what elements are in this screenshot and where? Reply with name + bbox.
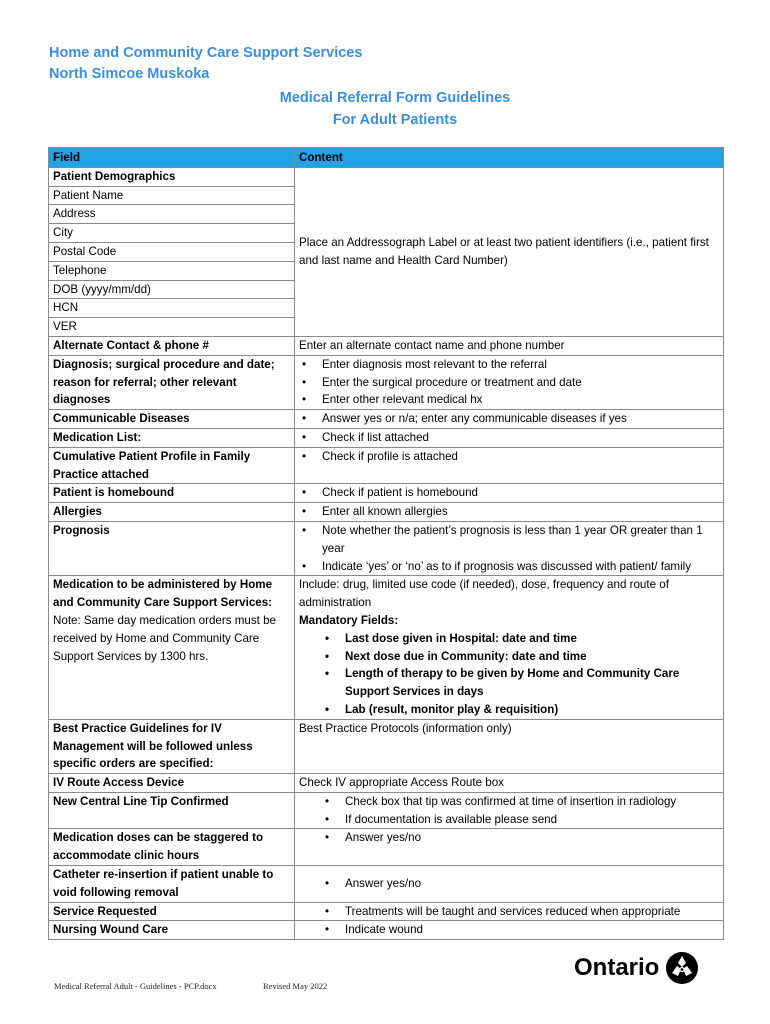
content-wound-care	[295, 921, 724, 940]
content-service-requested	[295, 902, 724, 921]
footer-revised: Revised May 2022	[263, 981, 328, 991]
content-diagnosis	[295, 355, 724, 409]
header-field: Field	[49, 148, 295, 168]
table-row	[49, 447, 724, 484]
list-item: • Check box that tip was confirmed at time of insertion in radiology	[299, 793, 719, 811]
field-communicable: Communicable Diseases	[49, 410, 295, 429]
ontario-logo	[574, 951, 699, 985]
org-line-2: North Simcoe Muskoka	[49, 66, 210, 82]
title-line-1: Medical Referral Form Guidelines	[279, 90, 511, 106]
list-item: • Check if patient is homebound	[299, 484, 719, 502]
field-diagnosis: Diagnosis; surgical procedure and date; reason for referral; other relevant diagnoses	[49, 355, 295, 409]
content-catheter	[295, 866, 724, 903]
list-item: • Answer yes/no	[299, 829, 719, 847]
field-demographics: Patient Demographics	[49, 167, 295, 186]
table-row	[49, 428, 724, 447]
field-hcn: HCN	[49, 299, 295, 318]
list-item: • Indicate ‘yes’ or ‘no’ as to if prognosis was discussed with patient/ family	[299, 558, 719, 576]
content-cumulative-profile	[295, 447, 724, 484]
mandatory-fields-label: Mandatory Fields:	[299, 613, 399, 627]
list-item: • Answer yes/no	[299, 875, 719, 893]
table-row	[49, 792, 724, 829]
field-medication-list: Medication List:	[49, 428, 295, 447]
document-title	[0, 87, 770, 131]
medication-admin-label: Medication to be administered by Home and Community Care Support Services:	[53, 578, 273, 610]
field-postal-code: Postal Code	[49, 242, 295, 261]
table-row	[49, 484, 724, 503]
table-row	[49, 921, 724, 940]
content-homebound	[295, 484, 724, 503]
field-cumulative-profile: Cumulative Patient Profile in Family Practice attached	[49, 447, 295, 484]
content-staggered	[295, 829, 724, 866]
list-item: • Enter all known allergies	[299, 503, 719, 521]
content-alternate-contact: Enter an alternate contact name and phone number	[295, 336, 724, 355]
content-medication-admin	[295, 576, 724, 719]
table-row	[49, 576, 724, 719]
field-dob: DOB (yyyy/mm/dd)	[49, 280, 295, 299]
content-communicable	[295, 410, 724, 429]
trillium-icon	[665, 951, 699, 985]
header-content: Content	[295, 148, 724, 168]
content-allergies	[295, 503, 724, 522]
organization-name	[49, 43, 362, 85]
list-item: • If documentation is available please send	[299, 811, 719, 829]
list-item: • Check if list attached	[299, 429, 719, 447]
list-item: • Check if profile is attached	[299, 448, 719, 466]
list-item: • Lab (result, monitor play & requisition)	[299, 701, 719, 719]
table-row	[49, 902, 724, 921]
field-alternate-contact: Alternate Contact & phone #	[49, 336, 295, 355]
field-wound-care: Nursing Wound Care	[49, 921, 295, 940]
guidelines-table	[48, 147, 724, 940]
list-item: • Enter diagnosis most relevant to the referral	[299, 356, 719, 374]
medication-admin-content: Include: drug, limited use code (if needed), dose, frequency and route of administration	[299, 578, 669, 610]
field-iv-route: IV Route Access Device	[49, 774, 295, 793]
field-service-requested: Service Requested	[49, 902, 295, 921]
ontario-logo-text: Ontario	[574, 954, 660, 981]
content-medication-list	[295, 428, 724, 447]
field-telephone: Telephone	[49, 261, 295, 280]
list-item: • Next dose due in Community: date and time	[299, 648, 719, 666]
field-central-line: New Central Line Tip Confirmed	[49, 792, 295, 829]
table-row	[49, 410, 724, 429]
table-header-row	[49, 148, 724, 168]
field-medication-admin	[49, 576, 295, 719]
list-item: • Enter the surgical procedure or treatment and date	[299, 374, 719, 392]
medication-admin-note: Note: Same day medication orders must be received by Home and Community Care Support Services by 1300 hrs.	[53, 613, 276, 663]
content-prognosis	[295, 521, 724, 575]
field-catheter: Catheter re-insertion if patient unable to void following removal	[49, 866, 295, 903]
table-row	[49, 167, 724, 186]
table-row	[49, 829, 724, 866]
field-city: City	[49, 224, 295, 243]
content-central-line	[295, 792, 724, 829]
table-row	[49, 774, 724, 793]
list-item: • Treatments will be taught and services reduced when appropriate	[299, 903, 719, 921]
footer-document-name: Medical Referral Adult - Guidelines - PCP.docx	[54, 981, 217, 991]
table-row	[49, 336, 724, 355]
content-best-practice: Best Practice Protocols (information only)	[295, 719, 724, 773]
field-address: Address	[49, 205, 295, 224]
list-item: • Length of therapy to be given by Home and Community Care Support Services in days	[299, 665, 719, 701]
field-staggered: Medication doses can be staggered to accommodate clinic hours	[49, 829, 295, 866]
content-demographics: Place an Addressograph Label or at least two patient identifiers (i.e., patient first and last name and Health Card Number)	[295, 167, 724, 336]
org-line-1: Home and Community Care Support Services	[49, 45, 363, 61]
table-row	[49, 866, 724, 903]
list-item: • Note whether the patient’s prognosis is less than 1 year OR greater than 1 year	[299, 522, 719, 558]
list-item: • Last dose given in Hospital: date and time	[299, 630, 719, 648]
list-item: • Enter other relevant medical hx	[299, 391, 719, 409]
field-prognosis: Prognosis	[49, 521, 295, 575]
field-homebound: Patient is homebound	[49, 484, 295, 503]
list-item: • Indicate wound	[299, 921, 719, 939]
table-row	[49, 503, 724, 522]
table-row	[49, 521, 724, 575]
title-line-2: For Adult Patients	[332, 112, 458, 128]
field-best-practice: Best Practice Guidelines for IV Management will be followed unless specific orders are specified:	[49, 719, 295, 773]
content-iv-route: Check IV appropriate Access Route box	[295, 774, 724, 793]
list-item: • Answer yes or n/a; enter any communicable diseases if yes	[299, 410, 719, 428]
table-row	[49, 719, 724, 773]
table-row	[49, 355, 724, 409]
field-ver: VER	[49, 318, 295, 337]
field-allergies: Allergies	[49, 503, 295, 522]
field-patient-name: Patient Name	[49, 186, 295, 205]
